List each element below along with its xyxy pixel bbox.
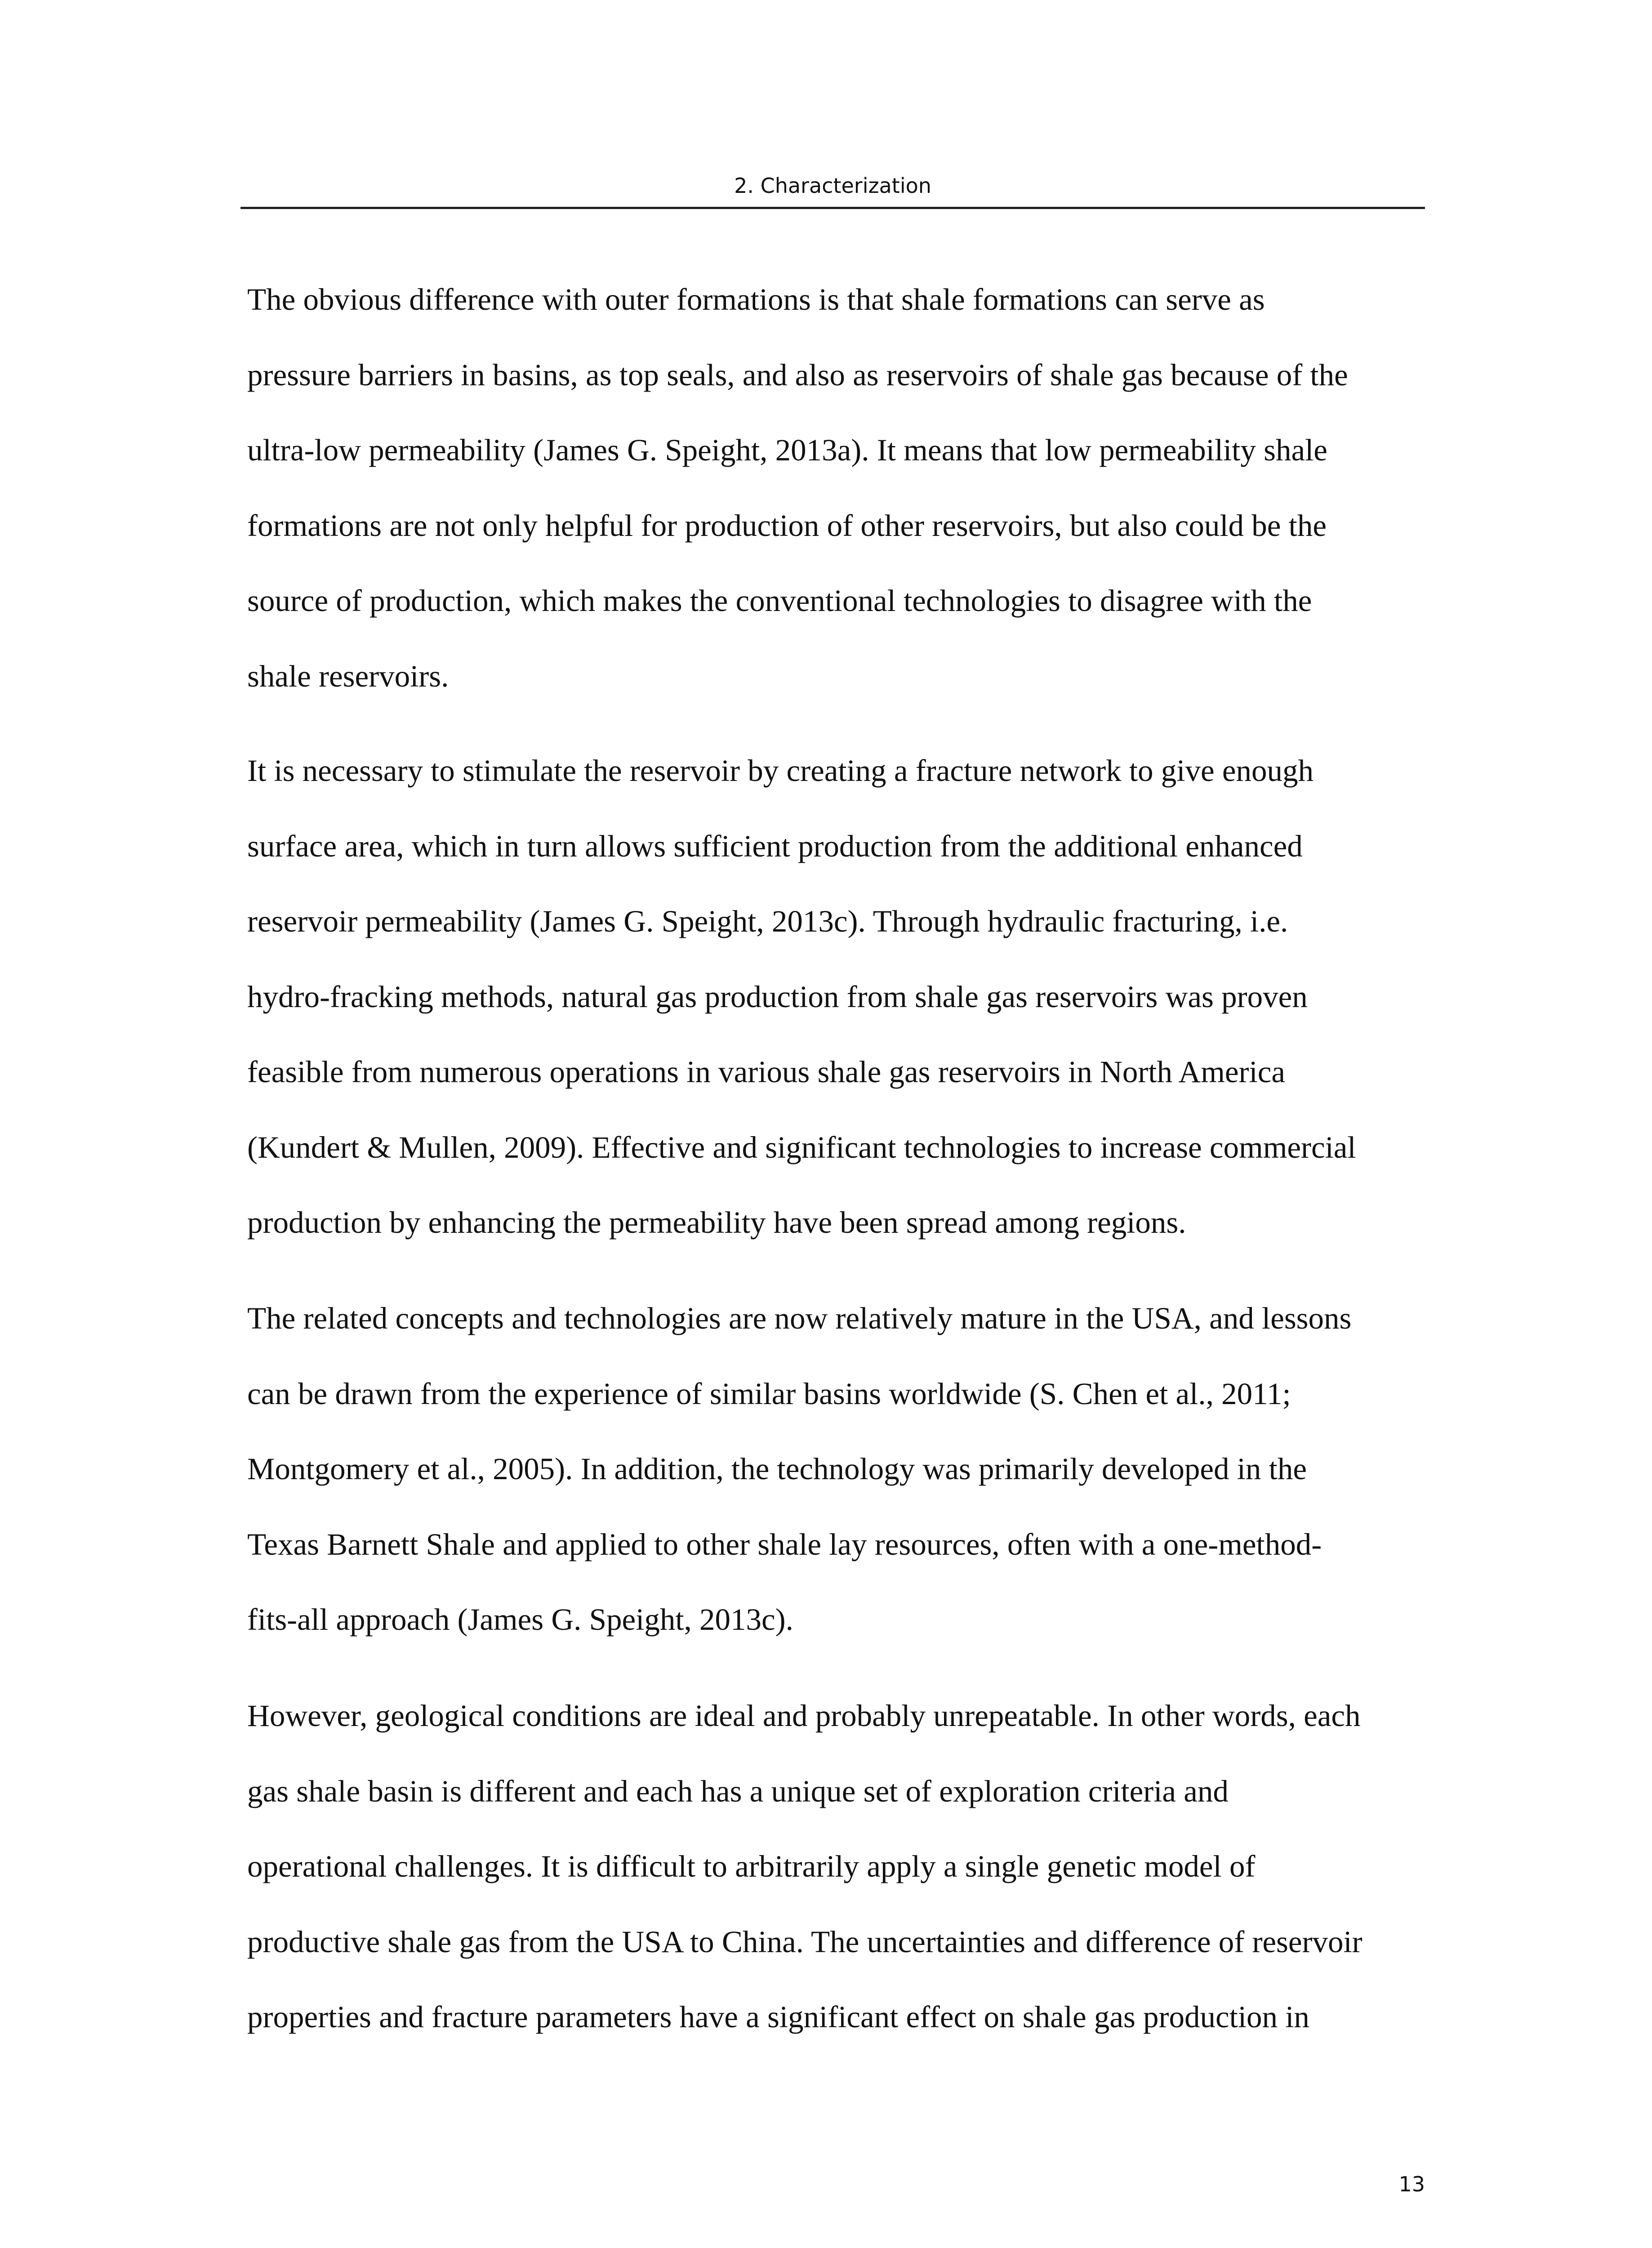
paragraph-2-line-2: surface area, which in turn allows sufficient production from the additional enhanced (247, 829, 1303, 863)
paragraph-2-line-6: (Kundert & Mullen, 2009). Effective and significant technologies to increase commercial (247, 1130, 1356, 1164)
paragraph-1-line-3: ultra-low permeability (James G. Speight, 2013a). It means that low permeability shale (247, 433, 1327, 467)
paragraph-1-line-4: formations are not only helpful for production of other reservoirs, but also could be the (247, 508, 1327, 543)
paragraph-4-line-2: gas shale basin is different and each has a unique set of exploration criteria and (247, 1774, 1229, 1808)
page-number: 13 (1398, 2172, 1425, 2196)
paragraph-3-line-5: fits-all approach (James G. Speight, 2013c). (247, 1602, 793, 1637)
running-header: 2. Characterization (734, 174, 931, 198)
paragraph-1-line-5: source of production, which makes the conventional technologies to disagree with the (247, 584, 1312, 618)
paragraph-4-line-4: productive shale gas from the USA to China. The uncertainties and difference of reservoir (247, 1925, 1363, 1959)
paragraph-4-line-3: operational challenges. It is difficult to arbitrarily apply a single genetic model of (247, 1849, 1256, 1883)
paragraph-4-line-1: However, geological conditions are ideal and probably unrepeatable. In other words, each (247, 1699, 1361, 1733)
paragraph-3-line-2: can be drawn from the experience of similar basins worldwide (S. Chen et al., 2011; (247, 1377, 1291, 1411)
paragraph-3-line-4: Texas Barnett Shale and applied to other shale lay resources, often with a one-method- (247, 1527, 1322, 1561)
paragraph-1-line-2: pressure barriers in basins, as top seals, and also as reservoirs of shale gas because of the (247, 358, 1348, 392)
paragraph-2-line-7: production by enhancing the permeability have been spread among regions. (247, 1205, 1186, 1240)
paragraph-4-line-5: properties and fracture parameters have a significant effect on shale gas production in (247, 2000, 1309, 2034)
header-rule (240, 207, 1425, 209)
paragraph-2-line-1: It is necessary to stimulate the reservoir by creating a fracture network to give enough (247, 754, 1314, 788)
paragraph-2-line-5: feasible from numerous operations in various shale gas reservoirs in North America (247, 1055, 1285, 1089)
paragraph-3-line-1: The related concepts and technologies are now relatively mature in the USA, and lessons (247, 1301, 1352, 1335)
paragraph-1-line-6: shale reservoirs. (247, 659, 449, 693)
paragraph-2-line-3: reservoir permeability (James G. Speight, 2013c). Through hydraulic fracturing, i.e. (247, 904, 1288, 938)
paragraph-3-line-3: Montgomery et al., 2005). In addition, the technology was primarily developed in the (247, 1452, 1307, 1486)
paragraph-2-line-4: hydro-fracking methods, natural gas production from shale gas reservoirs was proven (247, 980, 1308, 1014)
paragraph-1-line-1: The obvious difference with outer formations is that shale formations can serve as (247, 282, 1265, 317)
